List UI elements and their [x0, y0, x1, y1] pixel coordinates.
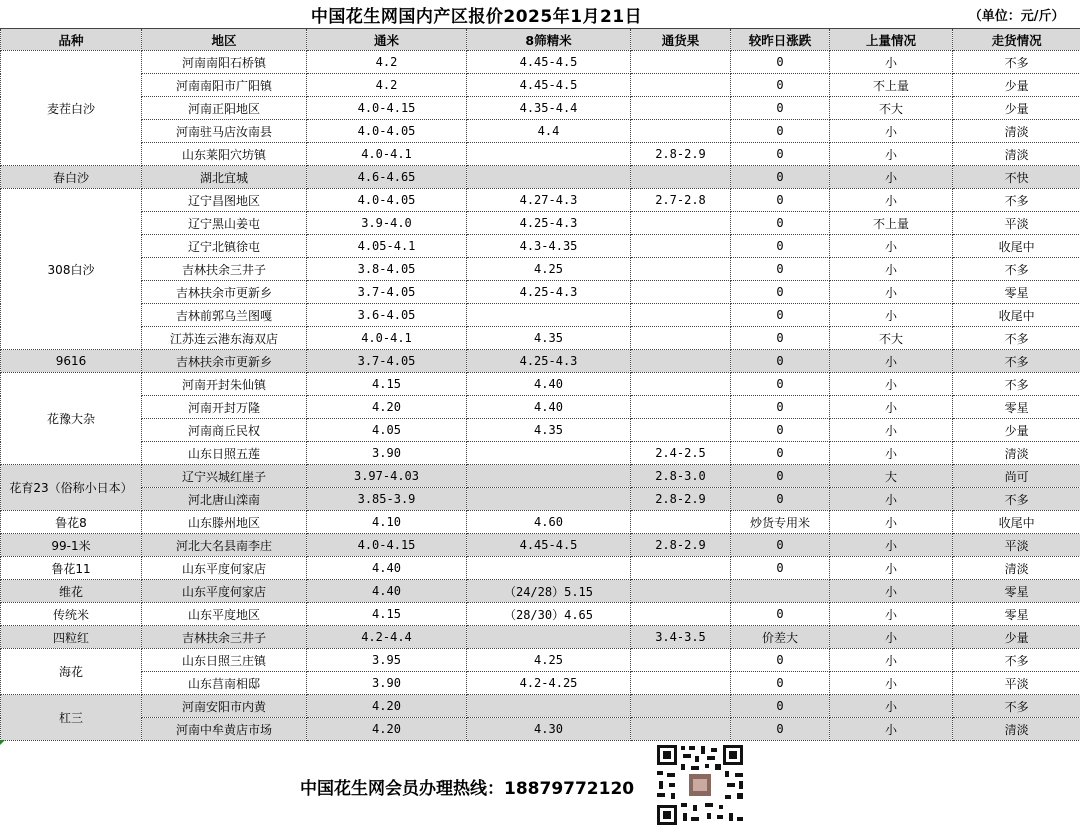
sales-cell: 不多	[953, 327, 1080, 350]
table-row	[1, 649, 1080, 672]
change-cell: 0	[731, 557, 830, 580]
jingmi-cell: 4.25-4.3	[467, 212, 631, 235]
variety-cell: 海花	[1, 649, 142, 695]
table-row	[1, 465, 1080, 488]
sales-cell: 不多	[953, 373, 1080, 396]
tongmi-cell: 4.0-4.15	[307, 534, 467, 557]
sales-cell: 清淡	[953, 120, 1080, 143]
table-row	[1, 488, 1080, 511]
header-sales: 走货情况	[953, 29, 1080, 51]
qr-code-icon	[655, 743, 745, 827]
table-row	[1, 442, 1080, 465]
tongmi-cell: 4.2	[307, 51, 467, 74]
change-cell: 0	[731, 235, 830, 258]
region-cell: 山东莱阳穴坊镇	[142, 143, 307, 166]
region-cell: 河南商丘民权	[142, 419, 307, 442]
variety-cell: 99-1米	[1, 534, 142, 557]
variety-cell: 杠三	[1, 695, 142, 741]
tongmi-cell: 3.8-4.05	[307, 258, 467, 281]
supply-cell: 小	[830, 626, 953, 649]
sales-cell: 少量	[953, 626, 1080, 649]
supply-cell: 不上量	[830, 212, 953, 235]
unit-cell	[953, 0, 1080, 29]
tongmi-cell: 4.20	[307, 695, 467, 718]
region-cell: 辽宁黑山姜屯	[142, 212, 307, 235]
in-shell-cell	[631, 51, 731, 74]
region-cell: 河北大名县南李庄	[142, 534, 307, 557]
tongmi-cell: 4.6-4.65	[307, 166, 467, 189]
supply-cell: 小	[830, 649, 953, 672]
supply-cell: 小	[830, 511, 953, 534]
in-shell-cell: 2.7-2.8	[631, 189, 731, 212]
tongmi-cell: 4.15	[307, 603, 467, 626]
table-row	[1, 580, 1080, 603]
change-cell: 0	[731, 51, 830, 74]
supply-cell: 小	[830, 281, 953, 304]
change-cell: 0	[731, 166, 830, 189]
in-shell-cell: 3.4-3.5	[631, 626, 731, 649]
region-cell: 吉林扶余三井子	[142, 258, 307, 281]
supply-cell: 小	[830, 419, 953, 442]
sales-cell: 零星	[953, 396, 1080, 419]
tongmi-cell: 3.7-4.05	[307, 350, 467, 373]
sales-cell: 不多	[953, 488, 1080, 511]
table-row	[1, 419, 1080, 442]
in-shell-cell	[631, 327, 731, 350]
jingmi-cell: 4.3-4.35	[467, 235, 631, 258]
header-change: 较昨日涨跌	[731, 29, 830, 51]
tongmi-cell: 4.0-4.05	[307, 120, 467, 143]
in-shell-cell	[631, 120, 731, 143]
supply-cell: 小	[830, 557, 953, 580]
change-cell: 0	[731, 304, 830, 327]
tongmi-cell: 3.97-4.03	[307, 465, 467, 488]
header-8-sieve-kernel: 8筛精米	[467, 29, 631, 51]
tongmi-cell: 4.2	[307, 74, 467, 97]
sales-cell: 收尾中	[953, 511, 1080, 534]
variety-cell: 麦茬白沙	[1, 51, 142, 166]
variety-cell: 维花	[1, 580, 142, 603]
region-cell: 山东日照五莲	[142, 442, 307, 465]
change-cell: 0	[731, 189, 830, 212]
unit-label: （单位：元/斤）	[968, 8, 1065, 24]
sales-cell: 零星	[953, 580, 1080, 603]
region-cell: 山东莒南相邸	[142, 672, 307, 695]
tongmi-cell: 4.0-4.1	[307, 327, 467, 350]
supply-cell: 小	[830, 718, 953, 741]
jingmi-cell: 4.2-4.25	[467, 672, 631, 695]
region-cell: 湖北宜城	[142, 166, 307, 189]
region-cell: 河南南阳市广阳镇	[142, 74, 307, 97]
jingmi-cell: 4.45-4.5	[467, 51, 631, 74]
change-cell: 0	[731, 327, 830, 350]
variety-cell: 传统米	[1, 603, 142, 626]
jingmi-cell	[467, 488, 631, 511]
jingmi-cell: 4.4	[467, 120, 631, 143]
sales-cell: 不多	[953, 649, 1080, 672]
jingmi-cell	[467, 166, 631, 189]
tongmi-cell: 4.20	[307, 396, 467, 419]
change-cell: 0	[731, 350, 830, 373]
supply-cell: 小	[830, 603, 953, 626]
region-cell: 山东日照三庄镇	[142, 649, 307, 672]
tongmi-cell: 3.90	[307, 672, 467, 695]
variety-cell: 9616	[1, 350, 142, 373]
table-row	[1, 373, 1080, 396]
tongmi-cell: 4.10	[307, 511, 467, 534]
jingmi-cell: 4.40	[467, 373, 631, 396]
supply-cell: 小	[830, 51, 953, 74]
supply-cell: 小	[830, 580, 953, 603]
in-shell-cell: 2.8-2.9	[631, 143, 731, 166]
in-shell-cell: 2.8-2.9	[631, 534, 731, 557]
jingmi-cell	[467, 143, 631, 166]
change-cell: 0	[731, 672, 830, 695]
supply-cell: 小	[830, 488, 953, 511]
variety-cell: 鲁花8	[1, 511, 142, 534]
change-cell: 0	[731, 373, 830, 396]
region-cell: 吉林扶余市更新乡	[142, 350, 307, 373]
table-title-cell	[1, 0, 953, 29]
table-row	[1, 511, 1080, 534]
change-cell: 炒货专用米	[731, 511, 830, 534]
change-cell: 0	[731, 74, 830, 97]
jingmi-cell	[467, 626, 631, 649]
sales-cell: 零星	[953, 281, 1080, 304]
region-cell: 江苏连云港东海双店	[142, 327, 307, 350]
in-shell-cell	[631, 718, 731, 741]
jingmi-cell	[467, 695, 631, 718]
sales-cell: 不多	[953, 695, 1080, 718]
change-cell: 0	[731, 258, 830, 281]
region-cell: 河南安阳市内黄	[142, 695, 307, 718]
supply-cell: 小	[830, 672, 953, 695]
jingmi-cell: 4.25	[467, 649, 631, 672]
header-supply: 上量情况	[830, 29, 953, 51]
supply-cell: 不大	[830, 97, 953, 120]
variety-cell: 春白沙	[1, 166, 142, 189]
jingmi-cell	[467, 465, 631, 488]
change-cell: 价差大	[731, 626, 830, 649]
supply-cell: 小	[830, 442, 953, 465]
region-cell: 河南中牟黄店市场	[142, 718, 307, 741]
table-row	[1, 51, 1080, 74]
supply-cell: 大	[830, 465, 953, 488]
in-shell-cell	[631, 557, 731, 580]
jingmi-cell: 4.40	[467, 396, 631, 419]
sales-cell: 平淡	[953, 534, 1080, 557]
jingmi-cell: 4.25-4.3	[467, 350, 631, 373]
region-cell: 山东平度何家店	[142, 580, 307, 603]
sales-cell: 尚可	[953, 465, 1080, 488]
in-shell-cell	[631, 166, 731, 189]
in-shell-cell	[631, 373, 731, 396]
region-cell: 河南开封万隆	[142, 396, 307, 419]
region-cell: 河北唐山滦南	[142, 488, 307, 511]
sales-cell: 收尾中	[953, 235, 1080, 258]
jingmi-cell	[467, 304, 631, 327]
in-shell-cell	[631, 350, 731, 373]
jingmi-cell: （24/28）5.15	[467, 580, 631, 603]
in-shell-cell	[631, 212, 731, 235]
variety-cell: 四粒红	[1, 626, 142, 649]
tongmi-cell: 4.0-4.05	[307, 189, 467, 212]
change-cell: 0	[731, 97, 830, 120]
variety-cell: 鲁花11	[1, 557, 142, 580]
tongmi-cell: 4.0-4.1	[307, 143, 467, 166]
jingmi-cell: 4.30	[467, 718, 631, 741]
region-cell: 河南开封朱仙镇	[142, 373, 307, 396]
jingmi-cell: 4.45-4.5	[467, 534, 631, 557]
sales-cell: 清淡	[953, 442, 1080, 465]
jingmi-cell	[467, 442, 631, 465]
sales-cell: 不快	[953, 166, 1080, 189]
sales-cell: 清淡	[953, 557, 1080, 580]
tongmi-cell: 4.2-4.4	[307, 626, 467, 649]
tongmi-cell: 3.9-4.0	[307, 212, 467, 235]
supply-cell: 小	[830, 350, 953, 373]
sales-cell: 不多	[953, 51, 1080, 74]
region-cell: 辽宁北镇徐屯	[142, 235, 307, 258]
table-row	[1, 534, 1080, 557]
supply-cell: 小	[830, 373, 953, 396]
in-shell-cell	[631, 258, 731, 281]
region-cell: 辽宁昌图地区	[142, 189, 307, 212]
change-cell: 0	[731, 143, 830, 166]
member-hotline: 中国花生网会员办理热线：18879772120	[300, 779, 635, 799]
in-shell-cell	[631, 396, 731, 419]
tongmi-cell: 3.85-3.9	[307, 488, 467, 511]
in-shell-cell: 2.8-3.0	[631, 465, 731, 488]
sales-cell: 不多	[953, 258, 1080, 281]
region-cell: 吉林扶余市更新乡	[142, 281, 307, 304]
table-row	[1, 97, 1080, 120]
table-row	[1, 304, 1080, 327]
in-shell-cell: 2.8-2.9	[631, 488, 731, 511]
header-in-shell: 通货果	[631, 29, 731, 51]
region-cell: 山东平度何家店	[142, 557, 307, 580]
sales-cell: 平淡	[953, 672, 1080, 695]
sales-cell: 不多	[953, 189, 1080, 212]
change-cell: 0	[731, 488, 830, 511]
change-cell: 0	[731, 718, 830, 741]
table-row	[1, 189, 1080, 212]
price-table-body	[1, 0, 1080, 741]
sales-cell: 零星	[953, 603, 1080, 626]
region-cell: 吉林前郭乌兰图嘎	[142, 304, 307, 327]
table-row	[1, 74, 1080, 97]
in-shell-cell	[631, 235, 731, 258]
tongmi-cell: 4.40	[307, 580, 467, 603]
in-shell-cell	[631, 97, 731, 120]
supply-cell: 小	[830, 143, 953, 166]
sales-cell: 少量	[953, 74, 1080, 97]
in-shell-cell	[631, 511, 731, 534]
header-region: 地区	[142, 29, 307, 51]
region-cell: 河南驻马店汝南县	[142, 120, 307, 143]
table-row	[1, 350, 1080, 373]
in-shell-cell	[631, 74, 731, 97]
table-row	[1, 212, 1080, 235]
table-row	[1, 281, 1080, 304]
region-cell: 辽宁兴城红崖子	[142, 465, 307, 488]
sales-cell: 清淡	[953, 718, 1080, 741]
supply-cell: 小	[830, 120, 953, 143]
in-shell-cell: 2.4-2.5	[631, 442, 731, 465]
in-shell-cell	[631, 695, 731, 718]
change-cell: 0	[731, 442, 830, 465]
supply-cell: 小	[830, 396, 953, 419]
supply-cell: 小	[830, 695, 953, 718]
tongmi-cell: 4.20	[307, 718, 467, 741]
variety-cell: 花豫大杂	[1, 373, 142, 465]
in-shell-cell	[631, 649, 731, 672]
change-cell: 0	[731, 695, 830, 718]
title-row	[1, 0, 1080, 29]
jingmi-cell: 4.27-4.3	[467, 189, 631, 212]
sales-cell: 清淡	[953, 143, 1080, 166]
change-cell: 0	[731, 419, 830, 442]
region-cell: 山东滕州地区	[142, 511, 307, 534]
change-cell: 0	[731, 212, 830, 235]
table-row	[1, 235, 1080, 258]
supply-cell: 小	[830, 189, 953, 212]
sales-cell: 收尾中	[953, 304, 1080, 327]
change-cell: 0	[731, 603, 830, 626]
change-cell: 0	[731, 534, 830, 557]
supply-cell: 小	[830, 166, 953, 189]
tongmi-cell: 4.05-4.1	[307, 235, 467, 258]
table-row	[1, 120, 1080, 143]
jingmi-cell: 4.60	[467, 511, 631, 534]
variety-cell: 308白沙	[1, 189, 142, 350]
region-cell: 吉林扶余三井子	[142, 626, 307, 649]
sales-cell: 不多	[953, 350, 1080, 373]
header-tongmi: 通米	[307, 29, 467, 51]
change-cell: 0	[731, 465, 830, 488]
table-row	[1, 718, 1080, 741]
change-cell: 0	[731, 649, 830, 672]
sales-cell: 平淡	[953, 212, 1080, 235]
in-shell-cell	[631, 580, 731, 603]
tongmi-cell: 4.40	[307, 557, 467, 580]
supply-cell: 小	[830, 235, 953, 258]
tongmi-cell: 4.05	[307, 419, 467, 442]
table-row	[1, 258, 1080, 281]
region-cell: 河南正阳地区	[142, 97, 307, 120]
table-row	[1, 695, 1080, 718]
supply-cell: 小	[830, 258, 953, 281]
table-row	[1, 143, 1080, 166]
header-variety: 品种	[1, 29, 142, 51]
table-row	[1, 672, 1080, 695]
supply-cell: 小	[830, 304, 953, 327]
table-row	[1, 557, 1080, 580]
region-cell: 山东平度地区	[142, 603, 307, 626]
jingmi-cell: 4.35-4.4	[467, 97, 631, 120]
jingmi-cell	[467, 557, 631, 580]
change-cell	[731, 580, 830, 603]
supply-cell: 不上量	[830, 74, 953, 97]
jingmi-cell: （28/30）4.65	[467, 603, 631, 626]
sales-cell: 少量	[953, 419, 1080, 442]
change-cell: 0	[731, 281, 830, 304]
jingmi-cell: 4.45-4.5	[467, 74, 631, 97]
in-shell-cell	[631, 603, 731, 626]
variety-cell: 花育23（俗称小日本）	[1, 465, 142, 511]
in-shell-cell	[631, 304, 731, 327]
change-cell: 0	[731, 120, 830, 143]
tongmi-cell: 4.0-4.15	[307, 97, 467, 120]
tongmi-cell: 3.7-4.05	[307, 281, 467, 304]
jingmi-cell: 4.25	[467, 258, 631, 281]
table-row	[1, 396, 1080, 419]
tongmi-cell: 4.15	[307, 373, 467, 396]
jingmi-cell: 4.35	[467, 327, 631, 350]
page-title: 中国花生网国内产区报价2025年1月21日	[310, 6, 643, 27]
footer	[0, 741, 1080, 827]
in-shell-cell	[631, 419, 731, 442]
jingmi-cell: 4.25-4.3	[467, 281, 631, 304]
supply-cell: 小	[830, 534, 953, 557]
table-row	[1, 166, 1080, 189]
sales-cell: 少量	[953, 97, 1080, 120]
region-cell: 河南南阳石桥镇	[142, 51, 307, 74]
header-row	[1, 29, 1080, 51]
jingmi-cell: 4.35	[467, 419, 631, 442]
in-shell-cell	[631, 281, 731, 304]
table-row	[1, 327, 1080, 350]
tongmi-cell: 3.95	[307, 649, 467, 672]
supply-cell: 不大	[830, 327, 953, 350]
tongmi-cell: 3.6-4.05	[307, 304, 467, 327]
tongmi-cell: 3.90	[307, 442, 467, 465]
table-row	[1, 603, 1080, 626]
in-shell-cell	[631, 672, 731, 695]
table-row	[1, 626, 1080, 649]
change-cell: 0	[731, 396, 830, 419]
